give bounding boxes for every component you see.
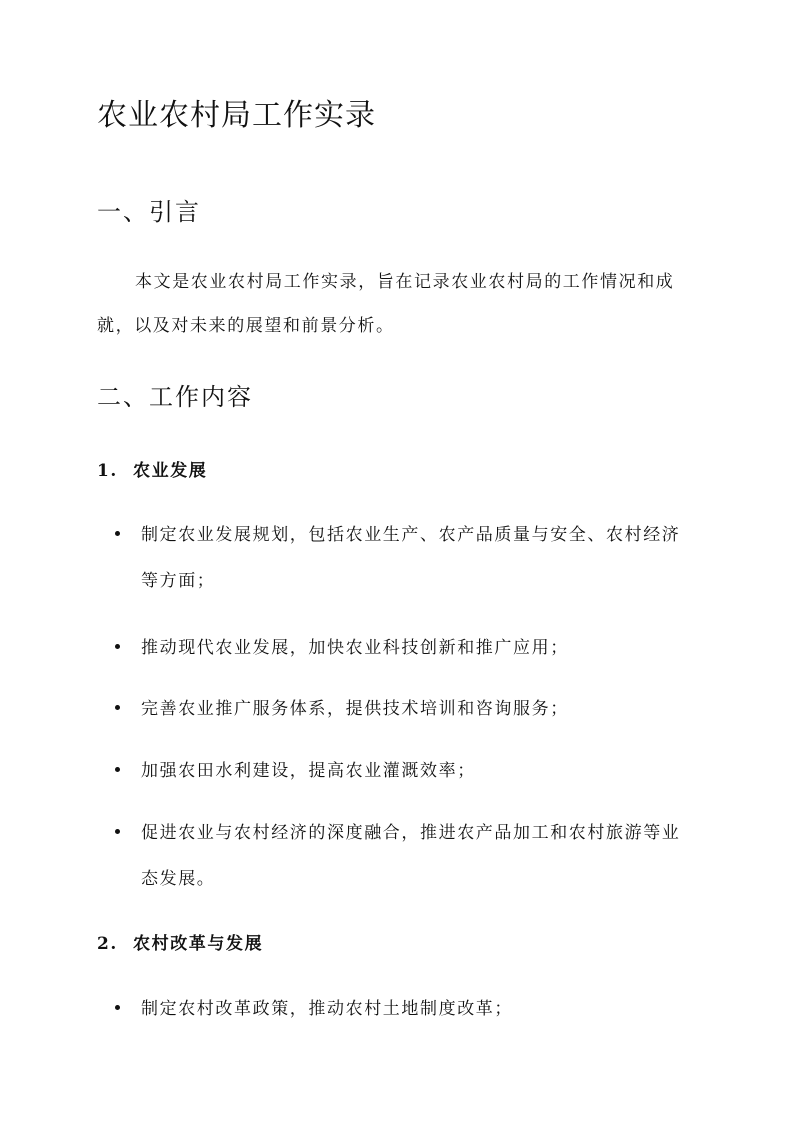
bullet-icon [115,829,120,834]
list-item [115,810,695,902]
list-item [115,512,695,604]
subsection-number: 2. [97,934,118,954]
list-item [115,986,695,1032]
list-item-text: 促进农业与农村经济的深度融合，推进农产品加工和农村旅游等业态发展。 [141,823,681,889]
subsection-number: 1. [97,461,118,481]
list-item [115,748,695,794]
section-heading-work-content: 二、工作内容 [97,383,253,411]
section-heading-introduction: 一、引言 [97,198,201,226]
list-item-text: 完善农业推广服务体系，提供技术培训和咨询服务； [141,699,569,719]
subsection-title: 农业发展 [133,461,208,481]
list-item [115,625,695,671]
list-item-text: 制定农村改革政策，推动农村土地制度改革； [141,999,513,1019]
introduction-text: 本文是农业农村局工作实录，旨在记录农业农村局的工作情况和成就，以及对未来的展望和前景分析。 [97,272,675,336]
list-item-text: 制定农业发展规划，包括农业生产、农产品质量与安全、农村经济等方面； [141,525,681,591]
document-title: 农业农村局工作实录 [97,98,376,133]
bullet-icon [115,767,120,772]
subsection-heading-agriculture [97,458,207,484]
subsection-title: 农村改革与发展 [133,934,264,954]
bullet-icon [115,531,120,536]
bullet-icon [115,1005,120,1010]
list-item [115,686,695,732]
subsection-heading-rural-reform [97,931,263,957]
introduction-paragraph [97,260,697,348]
bullet-icon [115,705,120,710]
bullet-icon [115,644,120,649]
list-item-text: 推动现代农业发展，加快农业科技创新和推广应用； [141,638,569,658]
list-item-text: 加强农田水利建设，提高农业灌溉效率； [141,761,476,781]
